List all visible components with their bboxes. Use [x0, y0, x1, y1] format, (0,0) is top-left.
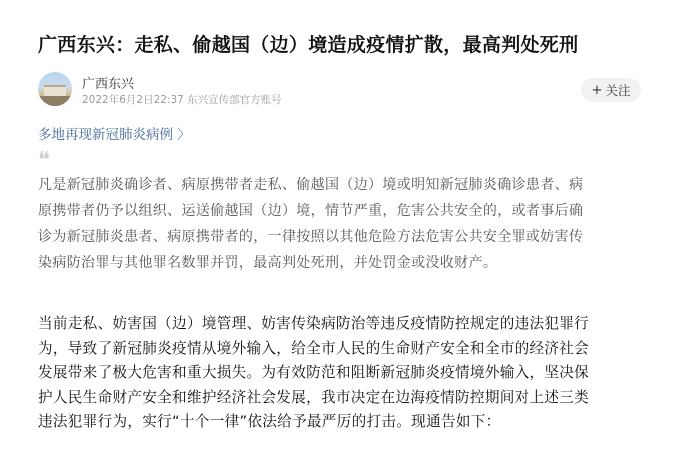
follow-button[interactable]: [581, 78, 641, 102]
author-meta: 2022年6月2日22:37 东兴宣传部官方账号: [82, 94, 282, 106]
quote-line: 凡是新冠肺炎确诊者、病原携带者走私、偷越国（边）境或明知新冠肺炎确诊患者、病: [38, 177, 584, 193]
quote-line: 原携带者仍予以组织、运送偷越国（边）境，情节严重，危害公共安全的，或者事后确: [38, 203, 584, 219]
article-body: [38, 312, 644, 435]
article-title: 广西东兴：走私、偷越国（边）境造成疫情扩散，最高判处死刑: [38, 34, 579, 56]
quote-line: 染病防治罪与其他罪名数罪并罚，最高判处死刑，并处罚金或没收财产。: [38, 255, 498, 271]
topic-link[interactable]: [38, 123, 191, 143]
chevron-right-icon: 〉: [177, 127, 191, 143]
plus-icon: +: [591, 82, 603, 98]
author-name[interactable]: 广西东兴: [82, 77, 135, 92]
body-line: 为，导致了新冠肺炎疫情从境外输入，给全市人民的生命财产安全和全市的经济社会: [38, 339, 590, 357]
quote-block: [38, 172, 644, 276]
topic-label: 多地再现新冠肺炎病例: [38, 127, 173, 143]
quote-line: 诊为新冠肺炎患者、病原携带者的，一律按照以其他危险方法危害公共安全罪或妨害传: [38, 229, 584, 245]
author-avatar[interactable]: [38, 72, 72, 106]
body-line: 违法犯罪行为，实行“十个一律”依法给予最严厉的打击。现通告如下：: [38, 413, 501, 430]
body-line: 当前走私、妨害国（边）境管理、妨害传染病防治等违反疫情防控规定的违法犯罪行: [38, 315, 590, 332]
body-line: 发展带来了极大危害和重大损失。为有效防范和阻断新冠肺炎疫情境外输入，坚决保: [38, 364, 590, 381]
quote-mark-icon: ❝: [38, 148, 50, 173]
body-line: 护人民生命财产安全和维护经济社会发展，我市决定在边海疫情防控期间对上述三类: [38, 388, 590, 406]
author-row: [38, 72, 641, 112]
avatar-ground: [38, 96, 72, 106]
follow-label: 关注: [605, 83, 631, 98]
